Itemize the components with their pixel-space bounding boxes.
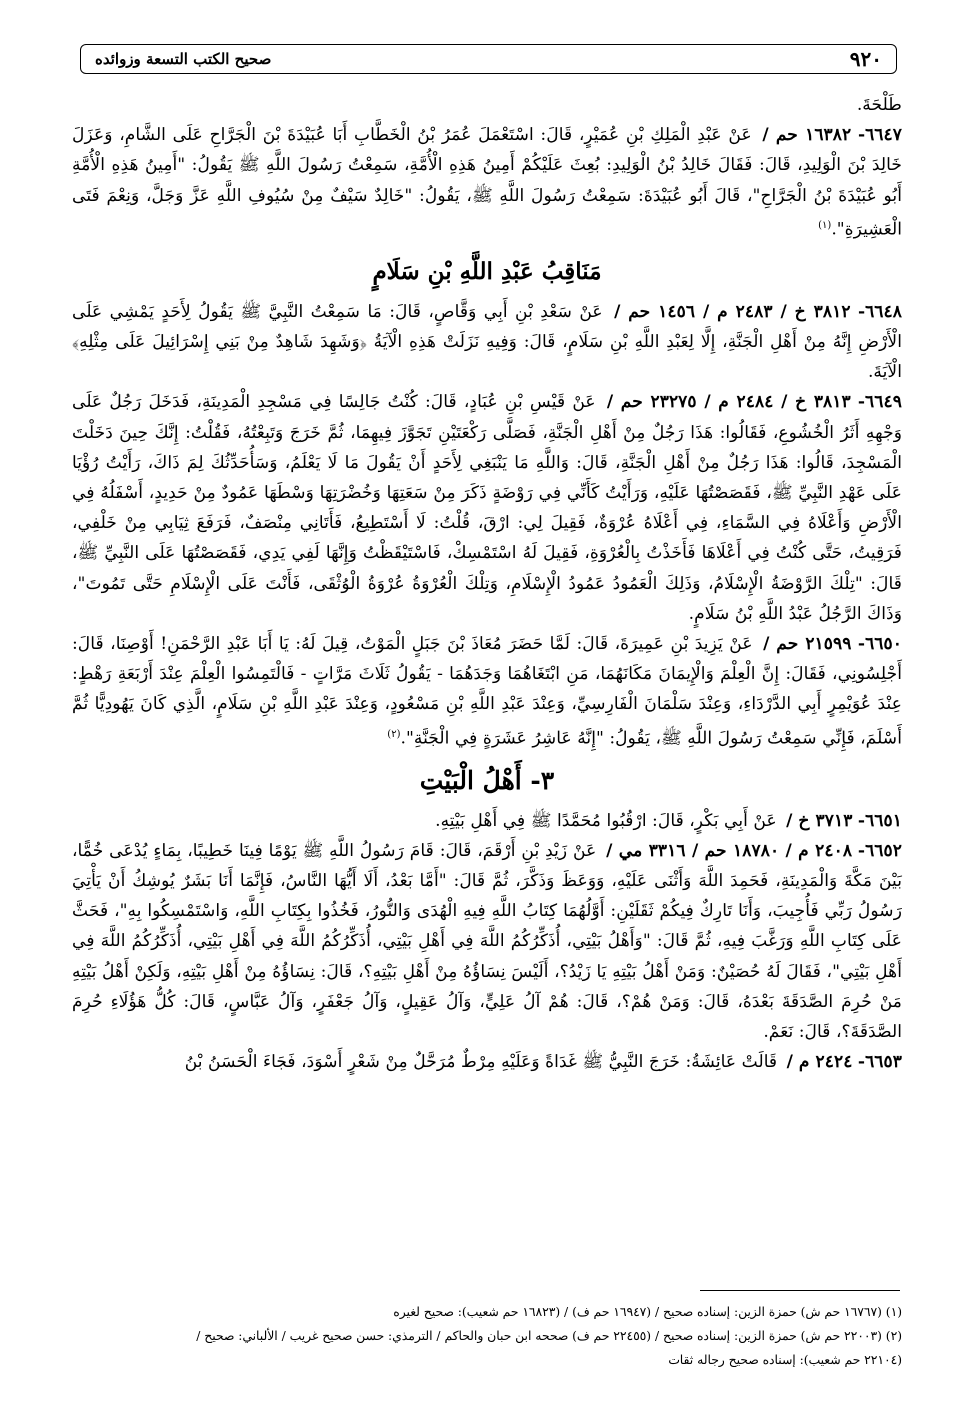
hadith-number: ٦٦٤٧- bbox=[857, 125, 903, 146]
hadith-refs: ٣٨١٢ خ / ٢٤٨٣ م / ١٤٥٦ حم / bbox=[614, 301, 851, 322]
hadith-6652 bbox=[72, 836, 902, 1047]
footnote-marker[interactable]: (٢) bbox=[387, 728, 401, 740]
hadith-number: ٦٦٥٣- bbox=[857, 1052, 902, 1073]
section-heading-ibn-salam: مَنَاقِبُ عَبْدِ اللَّهِ بْنِ سَلَامٍ bbox=[372, 257, 602, 285]
hadith-text: عَنْ يَزِيدَ بْنِ عَمِيرَةَ، قَالَ: لَمَّا حَضَرَ مُعَاذَ بْنَ جَبَلٍ الْمَوْتُ، قِيلَ لَهُ: يَا أَبَا عَبْدِ الرَّحْمَنِ! أَوْصِنَا، قَالَ: أَجْلِسُونِي، فَقَالَ: إِنَّ الْعِلْمَ وَالْإِيمَانَ مَكَانَهُمَا، مَنِ ابْتَغَاهُمَا وَجَدَهُمَا - يَقُولُ ثَلَاثَ مَرَّاتٍ - فَالْتَمِسُوا الْعِلْمَ عِنْدَ أَرْبَعَةِ رَهْطٍ: عِنْدَ عُوَيْمِرٍ أَبِي الدَّرْدَاءِ، وَعِنْدَ سَلْمَانَ الْفَارِسِيِّ، وَعِنْدَ عَبْدِ اللَّهِ بْنِ مَسْعُودٍ، وَعِنْدَ عَبْدِ اللَّهِ بْنِ سَلَامٍ، الَّذِي كَانَ يَهُودِيًّا ثُمَّ أَسْلَمَ، فَإِنِّي سَمِعْتُ رَسُولَ اللَّهِ ﷺ، يَقُولُ: "إِنَّهُ عَاشِرُ عَشَرَةٍ فِي الْجَنَّةِ". bbox=[72, 633, 902, 749]
hadith-6649 bbox=[72, 387, 902, 629]
hadith-text: عَنْ أَبِي بَكْرٍ، قَالَ: ارْقُبُوا مُحَمَّدًا ﷺ فِي أَهْلِ بَيْتِهِ. bbox=[435, 810, 777, 831]
hadith-refs: ٢٤٠٨ م / ١٨٧٨٠ حم / ٣٣١٦ مي / bbox=[606, 840, 853, 861]
footnote-1: (١) (١٦٧٦٧ حم ش) حمزة الزين: إسناده صحيح / (١٦٩٤٧ حم ف) / (١٦٨٢٣ حم شعيب): صحيح لغيره bbox=[393, 1305, 902, 1319]
hadith-6648 bbox=[72, 297, 902, 388]
hadith-refs: ٣٨١٣ خ / ٢٤٨٤ م / ٢٣٢٧٥ حم / bbox=[606, 392, 851, 413]
hadith-6653 bbox=[72, 1047, 902, 1077]
hadith-number: ٦٦٥٢- bbox=[857, 840, 902, 861]
continuation-text: طَلْحَةَ. bbox=[856, 95, 902, 115]
hadith-text: عَنْ زَيْدِ بْنِ أَرْقَمَ، قَالَ: قَامَ رَسُولُ اللَّهِ ﷺ يَوْمًا فِينَا خَطِيبًا، بِمَاءٍ يُدْعَى خُمًّا، بَيْنَ مَكَّةَ وَالْمَدِينَةِ، فَحَمِدَ اللَّهَ وَأَثْنَى عَلَيْهِ، وَوَعَظَ وَذَكَّرَ، ثُمَّ قَالَ: "أَمَّا بَعْدُ، أَلَا أَيُّهَا النَّاسُ، فَإِنَّمَا أَنَا بَشَرٌ يُوشِكُ أَنْ يَأْتِيَ رَسُولُ رَبِّي فَأُجِيبَ، وَأَنَا تَارِكٌ فِيكُمْ ثَقَلَيْنِ: أَوَّلُهُمَا كِتَابُ اللَّهِ فِيهِ الْهُدَى وَالنُّورُ، فَخُذُوا بِكِتَابِ اللَّهِ، وَاسْتَمْسِكُوا بِهِ"، فَحَثَّ عَلَى كِتَابِ اللَّهِ وَرَغَّبَ فِيهِ، ثُمَّ قَالَ: "وَأَهْلُ بَيْتِي، أُذَكِّرُكُمُ اللَّهَ فِي أَهْلِ بَيْتِي، أُذَكِّرُكُمُ اللَّهَ فِي أَهْلِ بَيْتِي، أُذَكِّرُكُمُ اللَّهَ فِي أَهْلِ بَيْتِي"، فَقَالَ لَهُ حُصَيْنٌ: وَمَنْ أَهْلُ بَيْتِهِ يَا زَيْدُ؟، أَلَيْسَ نِسَاؤُهُ مِنْ أَهْلِ بَيْتِهِ؟، قَالَ: نِسَاؤُهُ مِنْ أَهْلِ بَيْتِهِ، وَلَكِنْ أَهْلُ بَيْتِهِ مَنْ حُرِمَ الصَّدَقَةَ بَعْدَهُ، قَالَ: وَمَنْ هُمْ؟، قَالَ: هُمْ آلُ عَلِيٍّ، وَآلُ عَقِيلٍ، وَآلُ جَعْفَرٍ، وَآلُ عَبَّاسٍ، قَالَ: كُلُّ هَؤُلَاءِ حُرِمَ الصَّدَقَةَ؟، قَالَ: نَعَمْ. bbox=[72, 840, 902, 1042]
footnotes bbox=[72, 1300, 902, 1372]
hadith-6650 bbox=[72, 629, 902, 754]
footnote-2: (٢) (٢٢٠٠٣ حم ش) حمزة الزين: إسناده صحيح / (٢٢٤٥٥ حم ف) صححه ابن حبان والحاكم / الترمذي: حسن صحيح غريب / الألباني: صحيح / bbox=[196, 1329, 902, 1343]
hadith-text: عَنْ قَيْسِ بْنِ عُبَادٍ، قَالَ: كُنْتُ جَالِسًا فِي مَسْجِدِ الْمَدِينَةِ، فَدَخَلَ رَجُلٌ عَلَى وَجْهِهِ أَثَرُ الْخُشُوعِ، فَقَالُوا: هَذَا رَجُلٌ مِنْ أَهْلِ الْجَنَّةِ، فَصَلَّى رَكْعَتَيْنِ تَجَوَّزَ فِيهِمَا، ثُمَّ خَرَجَ وَتَبِعْتُهُ، فَقُلْتُ: إِنَّكَ حِينَ دَخَلْتَ الْمَسْجِدَ، قَالُوا: هَذَا رَجُلٌ مِنْ أَهْلِ الْجَنَّةِ، قَالَ: وَاللَّهِ مَا يَنْبَغِي لِأَحَدٍ أَنْ يَقُولَ مَا لَا يَعْلَمُ، وَسَأُحَدِّثُكَ لِمَ ذَاكَ، رَأَيْتُ رُؤْيَا عَلَى عَهْدِ النَّبِيِّ ﷺ، فَقَصَصْتُهَا عَلَيْهِ، وَرَأَيْتُ كَأَنِّي فِي رَوْضَةٍ ذَكَرَ مِنْ سَعَتِهَا وَخُضْرَتِهَا وَسْطَهَا عَمُودٌ مِنْ حَدِيدٍ، أَسْفَلُهُ فِي الْأَرْضِ وَأَعْلَاهُ فِي السَّمَاءِ، فِي أَعْلَاهُ عُرْوَةٌ، فَقِيلَ لِي: ارْقَ، قُلْتُ: لَا أَسْتَطِيعُ، فَأَتَانِي مِنْصَفٌ، فَرَفَعَ ثِيَابِي مِنْ خَلْفِي، فَرَقِيتُ، حَتَّى كُنْتُ فِي أَعْلَاهَا فَأَخَذْتُ بِالْعُرْوَةِ، فَقِيلَ لَهُ اسْتَمْسِكْ، فَاسْتَيْقَظْتُ وَإِنَّهَا لَفِي يَدِي، فَقَصَصْتُهَا عَلَى النَّبِيِّ ﷺ، قَالَ: "تِلْكَ الرَّوْضَةُ الْإِسْلَامُ، وَذَلِكَ الْعَمُودُ عَمُودُ الْإِسْلَامِ، وَتِلْكَ الْعُرْوَةُ عُرْوَةُ الْوُثْقَى، فَأَنْتَ عَلَى الْإِسْلَامِ حَتَّى تَمُوتَ"، وَذَاكَ الرَّجُلُ عَبْدُ اللَّهِ بْنُ سَلَامٍ. bbox=[72, 392, 902, 624]
hadith-refs: ٢٤٢٤ م / bbox=[786, 1052, 853, 1073]
main-text bbox=[72, 90, 902, 1077]
hadith-text: عَنْ سَعْدِ بْنِ أَبِي وَقَّاصٍ، قَالَ: مَا سَمِعْتُ النَّبِيَّ ﷺ يَقُولُ لِأَحَدٍ يَمْشِي عَلَى الْأَرْضِ إِنَّهُ مِنْ أَهْلِ الْجَنَّةِ، إِلَّا لِعَبْدِ اللَّهِ بْنِ سَلَامٍ، قَالَ: وَفِيهِ نَزَلَتْ هَذِهِ الْآيَةُ ﴿وَشَهِدَ شَاهِدٌ مِنْ بَنِي إِسْرَائِيلَ عَلَى مِثْلِهِ﴾ الْآيَةَ. bbox=[72, 301, 902, 383]
page-number: ٩٢٠ bbox=[849, 47, 882, 71]
hadith-number: ٦٦٥٠- bbox=[857, 633, 902, 654]
section-heading-ahl-bayt: ٣- أَهْلُ الْبَيْتِ bbox=[419, 765, 555, 795]
hadith-text: قَالَتْ عَائِشَةُ: خَرَجَ النَّبِيُّ ﷺ غَدَاةً وَعَلَيْهِ مِرْطٌ مُرَحَّلٌ مِنْ شَعْرٍ أَسْوَدَ، فَجَاءَ الْحَسَنُ بْنُ bbox=[184, 1052, 778, 1073]
hadith-number: ٦٦٥١- bbox=[857, 810, 902, 831]
page-header bbox=[80, 44, 897, 74]
hadith-6651 bbox=[72, 806, 902, 836]
hadith-6647 bbox=[72, 120, 902, 245]
hadith-number: ٦٦٤٩- bbox=[857, 392, 902, 413]
hadith-refs: ١٦٣٨٢ حم / bbox=[762, 125, 852, 146]
hadith-refs: ٢١٥٩٩ حم / bbox=[763, 633, 852, 654]
hadith-refs: ٣٧١٣ خ / bbox=[786, 810, 853, 831]
book-title: صحيح الكتب التسعة وزوائده bbox=[95, 50, 272, 68]
footnote-2-continued: (٢٢١٠٤ حم شعيب): إسناده صحيح رجاله ثقات bbox=[668, 1353, 902, 1367]
hadith-number: ٦٦٤٨- bbox=[857, 301, 903, 322]
footnote-marker[interactable]: (١) bbox=[818, 219, 832, 231]
hadith-text: عَنْ عَبْدِ الْمَلِكِ بْنِ عُمَيْرٍ، قَالَ: اسْتَعْمَلَ عُمَرُ بْنُ الْخَطَّابِ أَبَا عُبَيْدَةَ بْنَ الْجَرَّاحِ عَلَى الشَّامِ، وَعَزَلَ خَالِدَ بْنَ الْوَلِيدِ، قَالَ: فَقَالَ خَالِدُ بْنُ الْوَلِيدِ: بُعِثَ عَلَيْكُمْ أَمِينُ هَذِهِ الْأُمَّةِ، سَمِعْتُ رَسُولَ اللَّهِ ﷺ يَقُولُ: "أَمِينُ هَذِهِ الْأُمَّةِ أَبُو عُبَيْدَةَ بْنُ الْجَرَّاحِ"، قَالَ أَبُو عُبَيْدَةَ: سَمِعْتُ رَسُولَ اللَّهِ ﷺ، يَقُولُ: "خَالِدٌ سَيْفٌ مِنْ سُيُوفِ اللَّهِ عَزَّ وَجَلَّ، وَنِعْمَ فَتَى الْعَشِيرَةِ". bbox=[72, 125, 902, 240]
footnote-divider bbox=[700, 1290, 900, 1291]
